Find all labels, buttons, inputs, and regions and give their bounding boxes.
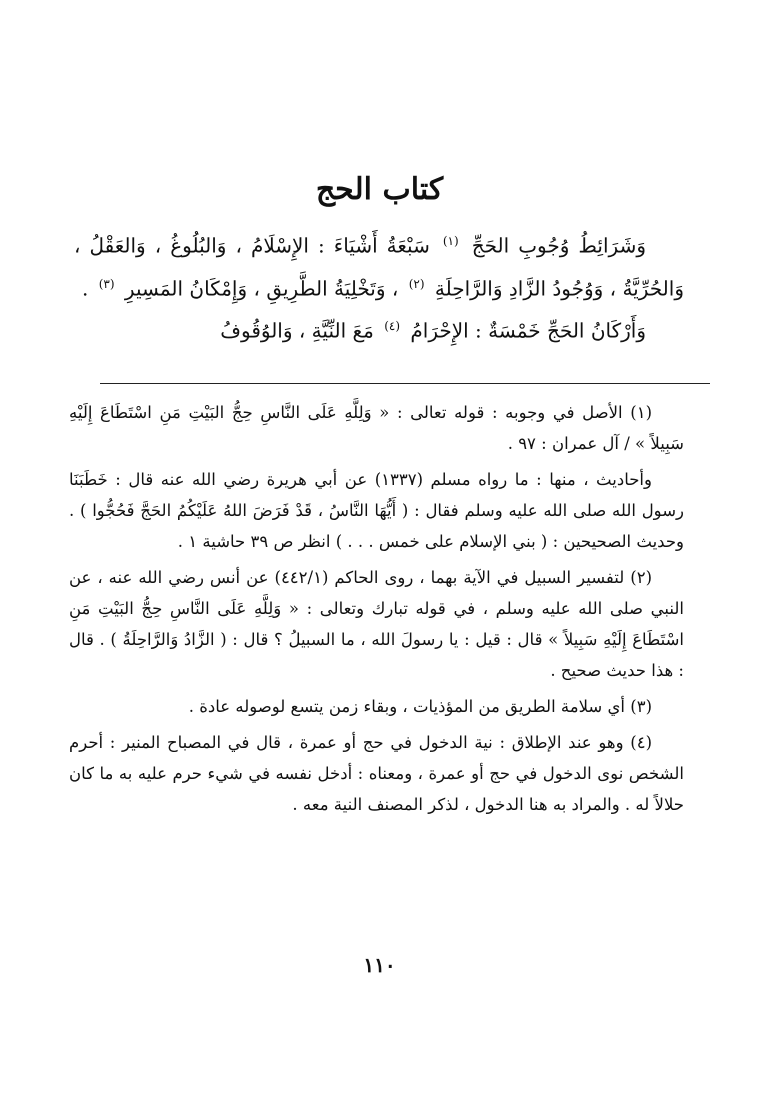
conditions-text-c: ، وَتَخْلِيَةُ الطَّرِيقِ ، وَإِمْكَانُ المَسِيرِ (124, 276, 399, 301)
conditions-text-b: سَبْعَةُ أَشْيَاءَ : الإِسْلَامُ ، وَالبُلُوغُ ، وَالعَقْلُ ، وَالحُرِّيَّةُ ، وَوُجُودُ الزَّادِ وَالرَّاحِلَةِ (74, 233, 684, 301)
footnote-4: (٤) وهو عند الإطلاق : نية الدخول في حج أو عمرة ، قال في المصباح المنير : أحرم الشخص نوى الدخول في حج أو عمرة ، ومعناه : أدخل نفسه في شيء حرم عليه به ما كان حلالاً له . والمراد به هنا الدخول ، لذكر المصنف النية معه . (69, 733, 684, 814)
footnote-divider (100, 383, 710, 384)
footnote-ref-4[interactable]: (٤) (384, 319, 401, 334)
conditions-text-a: وَشَرَائِطُ وُجُوبِ الحَجِّ (471, 233, 646, 258)
footnote-ref-3[interactable]: (٣) (98, 276, 115, 291)
footnote-ref-1[interactable]: (١) (442, 234, 459, 248)
footnote-2: (٢) لتفسير السبيل في الآية بهما ، روى الحاكم (٤٤٢/١) عن أنس رضي الله عنه ، عن النبي صلى الله عليه وسلم ، في قوله تبارك وتعالى : « وَلِلَّهِ عَلَى النَّاسِ حِجُّ البَيْتِ مَنِ اسْتَطَاعَ إِلَيْهِ سَبِيلاً » قال : قيل : يا رسولَ الله ، ما السبيلُ ؟ قال : ( الزَّادُ وَالرَّاحِلَةُ ) . قال : هذا حديث صحيح . (69, 568, 684, 680)
pillars-paragraph (74, 307, 684, 350)
footnotes-block (69, 397, 684, 825)
conditions-paragraph (74, 222, 684, 307)
main-text-block (74, 222, 684, 350)
footnote-ref-2[interactable]: (٢) (408, 276, 425, 291)
conditions-text-d: . (82, 276, 89, 301)
footnote-1-continuation: وأحاديث ، منها : ما رواه مسلم (١٣٣٧) عن أبي هريرة رضي الله عنه قال : خَطَبَنَا رسول الله صلى الله عليه وسلم فقال : ( أَيُّهَا النَّاسُ ، قَدْ فَرَضَ اللهُ عَلَيْكُمُ الحَجَّ فَحُجُّوا ) . وحديث الصحيحين : ( بني الإسلام على خمس . . . ) انظر ص ٣٩ حاشية ١ . (69, 470, 684, 551)
footnote-1: (١) الأصل في وجوبه : قوله تعالى : « وَلِلَّهِ عَلَى النَّاسِ حِجُّ البَيْتِ مَنِ اسْتَطَاعَ إِلَيْهِ سَبِيلاً » / آل عمران : ٩٧ . (69, 403, 684, 453)
page-number: ١١٠ (363, 953, 396, 977)
chapter-title: كتاب الحج (315, 172, 444, 207)
pillars-text-a: وَأَرْكَانُ الحَجِّ خَمْسَةٌ : الإِحْرَامُ (410, 318, 646, 343)
pillars-text-b: مَعَ النِّيَّةِ ، وَالوُقُوفُ (220, 318, 374, 343)
footnote-3: (٣) أي سلامة الطريق من المؤذيات ، وبقاء زمن يتسع لوصوله عادة . (188, 697, 652, 716)
